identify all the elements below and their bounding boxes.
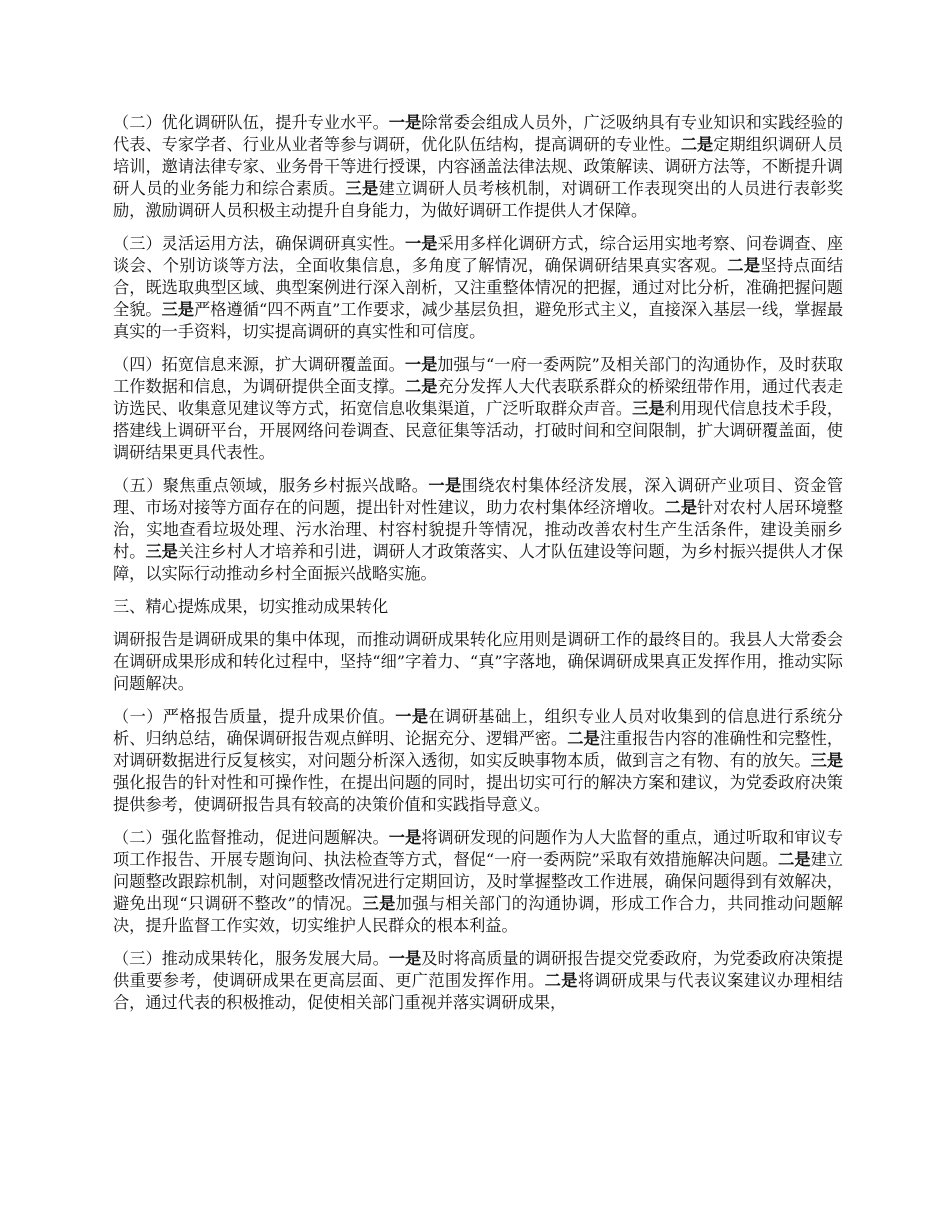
bold-lead-text: 二是: [778, 850, 811, 869]
paragraph-text: （二）强化监督推动，促进问题解决。: [113, 828, 389, 847]
paragraph: [113, 827, 843, 937]
bold-lead-text: 二是: [727, 256, 761, 275]
bold-lead-text: 三是: [161, 300, 195, 319]
paragraph-text: 针对农村人居环境整治，实地查看垃圾处理、污水治理、村容村貌提升等情况，推动改善农村生产生活条件，建设美丽乡村。: [113, 498, 844, 561]
paragraph-text: 加强与相关部门的沟通协调，形成工作合力，共同推动问题解决，提升监督工作实效，切实维护人民群众的根本利益。: [113, 894, 843, 935]
paragraph: [113, 706, 843, 816]
paragraph-text: （一）严格报告质量，提升成果价值。: [113, 707, 396, 726]
paragraph-text: （五）聚焦重点领域，服务乡村振兴战略。: [113, 476, 429, 495]
bold-lead-text: 二是: [680, 135, 714, 154]
paragraph-text: 在调研基础上，组织专业人员对收集到的信息进行系统分析、归纳总结，确保调研报告观点鲜明、论据充分、逻辑严密。: [113, 707, 844, 748]
paragraph-text: 建立调研人员考核机制，对调研工作表现突出的人员进行表彰奖励，激励调研人员积极主动提升自身能力，为做好调研工作提供人才保障。: [113, 179, 844, 220]
bold-lead-text: 一是: [388, 949, 422, 968]
paragraph-text: 建立问题整改跟踪机制，对问题整改情况进行定期回访，及时掌握整改工作进展，确保问题得到有效解决，避免出现“只调研不整改”的情况。: [113, 850, 843, 913]
document-page: [113, 112, 843, 1025]
bold-lead-text: 二是: [567, 729, 600, 748]
paragraph-text: （二）优化调研队伍，提升专业水平。: [113, 113, 389, 132]
bold-lead-text: 二是: [664, 498, 698, 517]
paragraph-text: 将调研成果与代表议案建议办理相结合，通过代表的积极推动，促使相关部门重视并落实调研成果，: [113, 971, 844, 1012]
paragraph-text: 利用现代信息技术手段，搭建线上调研平台，开展网络问卷调查、民意征集等活动，打破时间和空间限制，扩大调研覆盖面，使调研结果更具代表性。: [113, 399, 844, 462]
paragraph-text: 关注乡村人才培养和引进，调研人才政策落实、人才队伍建设等问题，为乡村振兴提供人才保障，以实际行动推动乡村全面振兴战略实施。: [113, 542, 844, 583]
bold-lead-text: 三是: [362, 894, 396, 913]
bold-lead-text: 二是: [544, 971, 578, 990]
paragraph: [113, 629, 843, 695]
paragraph-text: 定期组织调研人员培训，邀请法律专家、业务骨干等进行授课，内容涵盖法律法规、政策解读、调研方法等，不断提升调研人员的业务能力和综合素质。: [113, 135, 844, 198]
paragraph-text: 围绕农村集体经济发展，深入调研产业项目、资金管理、市场对接等方面存在的问题，提出针对性建议，助力农村集体经济增收。: [113, 476, 844, 517]
paragraph: [113, 233, 843, 343]
section-heading: [113, 596, 843, 618]
paragraph-text: 及时将高质量的调研报告提交党委政府，为党委政府决策提供重要参考，使调研成果在更高层面、更广范围发挥作用。: [113, 949, 844, 990]
paragraph-text: 严格遵循“四不两直”工作要求，减少基层负担，避免形式主义，直接深入基层一线，掌握最真实的一手资料，切实提高调研的真实性和可信度。: [113, 300, 844, 341]
paragraph-text: （三）推动成果转化，服务发展大局。: [113, 949, 389, 968]
bold-lead-text: 一是: [404, 355, 438, 374]
bold-lead-text: 三是: [632, 399, 665, 418]
paragraph-text: 采用多样化调研方式，综合运用实地考察、问卷调查、座谈会、个别访谈等方法，全面收集信息，多角度了解情况，确保调研结果真实客观。: [113, 234, 844, 275]
bold-lead-text: 一是: [428, 476, 462, 495]
bold-lead-text: 二是: [405, 377, 438, 396]
bold-lead-text: 三是: [810, 751, 844, 770]
paragraph: [113, 475, 843, 585]
bold-lead-text: 一是: [405, 234, 438, 253]
bold-lead-text: 一是: [388, 113, 422, 132]
paragraph: [113, 354, 843, 464]
bold-lead-text: 三是: [145, 542, 178, 561]
bold-lead-text: 一是: [388, 828, 422, 847]
paragraph: [113, 948, 843, 1014]
paragraph-text: 注重报告内容的准确性和完整性，对调研数据进行反复核实，对问题分析深入透彻，如实反映事物本质，做到言之有物、有的放矢。: [113, 729, 844, 770]
paragraph: [113, 112, 843, 222]
paragraph-text: 除常委会组成人员外，广泛吸纳具有专业知识和实践经验的代表、专家学者、行业从业者等参与调研，优化队伍结构，提高调研的专业性。: [113, 113, 844, 154]
paragraph-text: 坚持点面结合，既选取典型区域、典型案例进行深入剖析，又注重整体情况的把握，通过对比分析，准确把握问题全貌。: [113, 256, 844, 319]
paragraph-text: 调研报告是调研成果的集中体现，而推动调研成果转化应用则是调研工作的最终目的。我县人大常委会在调研成果形成和转化过程中，坚持“细”字着力、“真”字落地，确保调研成果真正发挥作用，推动实际问题解决。: [113, 630, 843, 693]
paragraph-text: 加强与“一府一委两院”及相关部门的沟通协作，及时获取工作数据和信息，为调研提供全面支撑。: [113, 355, 844, 396]
bold-lead-text: 三是: [345, 179, 379, 198]
paragraph-text: 强化报告的针对性和可操作性，在提出问题的同时，提出切实可行的解决方案和建议，为党委政府决策提供参考，使调研报告具有较高的决策价值和实践指导意义。: [113, 773, 843, 814]
bold-lead-text: 一是: [395, 707, 429, 726]
paragraph-text: （四）拓宽信息来源，扩大调研覆盖面。: [113, 355, 405, 374]
paragraph-text: 将调研发现的问题作为人大监督的重点，通过听取和审议专项工作报告、开展专题询问、执法检查等方式，督促“一府一委两院”采取有效措施解决问题。: [113, 828, 844, 869]
paragraph-text: 三、精心提炼成果，切实推动成果转化: [113, 597, 389, 616]
paragraph-text: （三）灵活运用方法，确保调研真实性。: [113, 234, 406, 253]
paragraph-text: 充分发挥人大代表联系群众的桥梁纽带作用，通过代表走访选民、收集意见建议等方式，拓宽信息收集渠道，广泛听取群众声音。: [113, 377, 844, 418]
